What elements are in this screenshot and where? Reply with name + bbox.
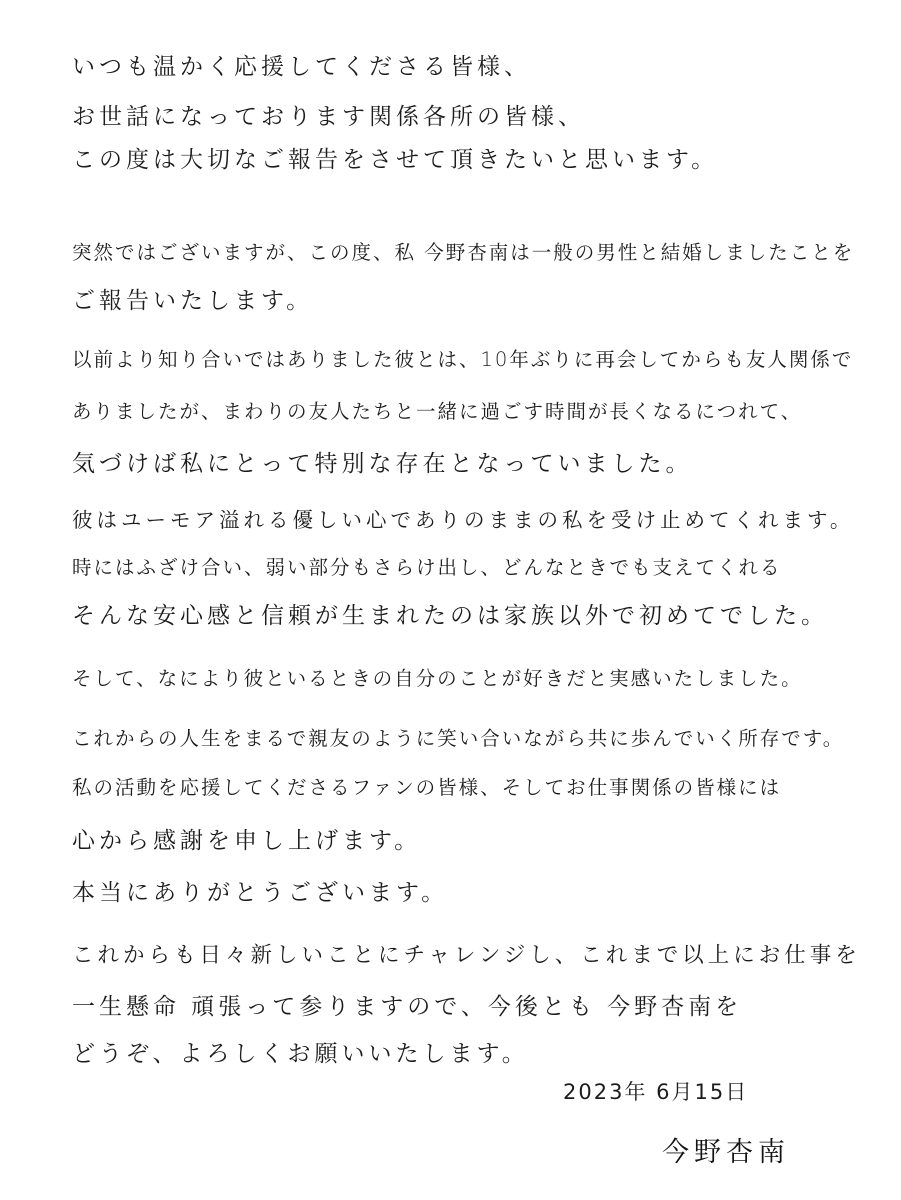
letter-line: そんな安心感と信頼が生まれたのは家族以外で初めてでした。 xyxy=(72,603,828,629)
letter-line: 一生懸命 頑張って参りますので、今後とも 今野杏南を xyxy=(72,994,743,1020)
letter-line: 本当にありがとうございます。 xyxy=(72,880,449,906)
letter-line: ありましたが、まわりの友人たちと一緒に過ごす時間が長くなるにつれて、 xyxy=(72,400,803,423)
letter-line: 気づけば私にとって特別な存在となっていました。 xyxy=(72,451,693,477)
letter-date: 2023年 6月15日 xyxy=(563,1080,749,1104)
letter-line: 突然ではございますが、この度、私 今野杏南は一般の男性と結婚しましたことを xyxy=(72,241,855,264)
letter-line: どうぞ、よろしくお願いいたします。 xyxy=(72,1041,529,1067)
letter-line: この度は大切なご報告をさせて頂きたいと思います。 xyxy=(72,147,719,173)
letter-line: 心から感謝を申し上げます。 xyxy=(72,828,422,854)
letter-line: お世話になっております関係各所の皆様、 xyxy=(72,104,585,130)
letter-line: 彼はユーモア溢れる優しい心でありのままの私を受け止めてくれます。 xyxy=(72,508,855,532)
letter-line: これからも日々新しいことにチャレンジし、これまで以上にお仕事を xyxy=(72,943,861,968)
letter-line: ご報告いたします。 xyxy=(72,288,314,314)
letter-line: 時にはふざけ合い、弱い部分もさらけ出し、どんなときでも支えてくれる xyxy=(72,556,782,579)
letter-line: 以前より知り合いではありました彼とは、10年ぶりに再会してからも友人関係で xyxy=(72,348,854,371)
letter-line: いつも温かく応援してくださる皆様、 xyxy=(72,54,531,80)
signature: 今野杏南 xyxy=(662,1137,790,1168)
letter-line: 私の活動を応援してくださるファンの皆様、そしてお仕事関係の皆様には xyxy=(72,776,782,799)
letter-line: これからの人生をまるで親友のように笑い合いながら共に歩んでいく所存です。 xyxy=(72,727,845,750)
letter-line: そして、なにより彼といるときの自分のことが好きだと実感いたしました。 xyxy=(72,667,803,690)
